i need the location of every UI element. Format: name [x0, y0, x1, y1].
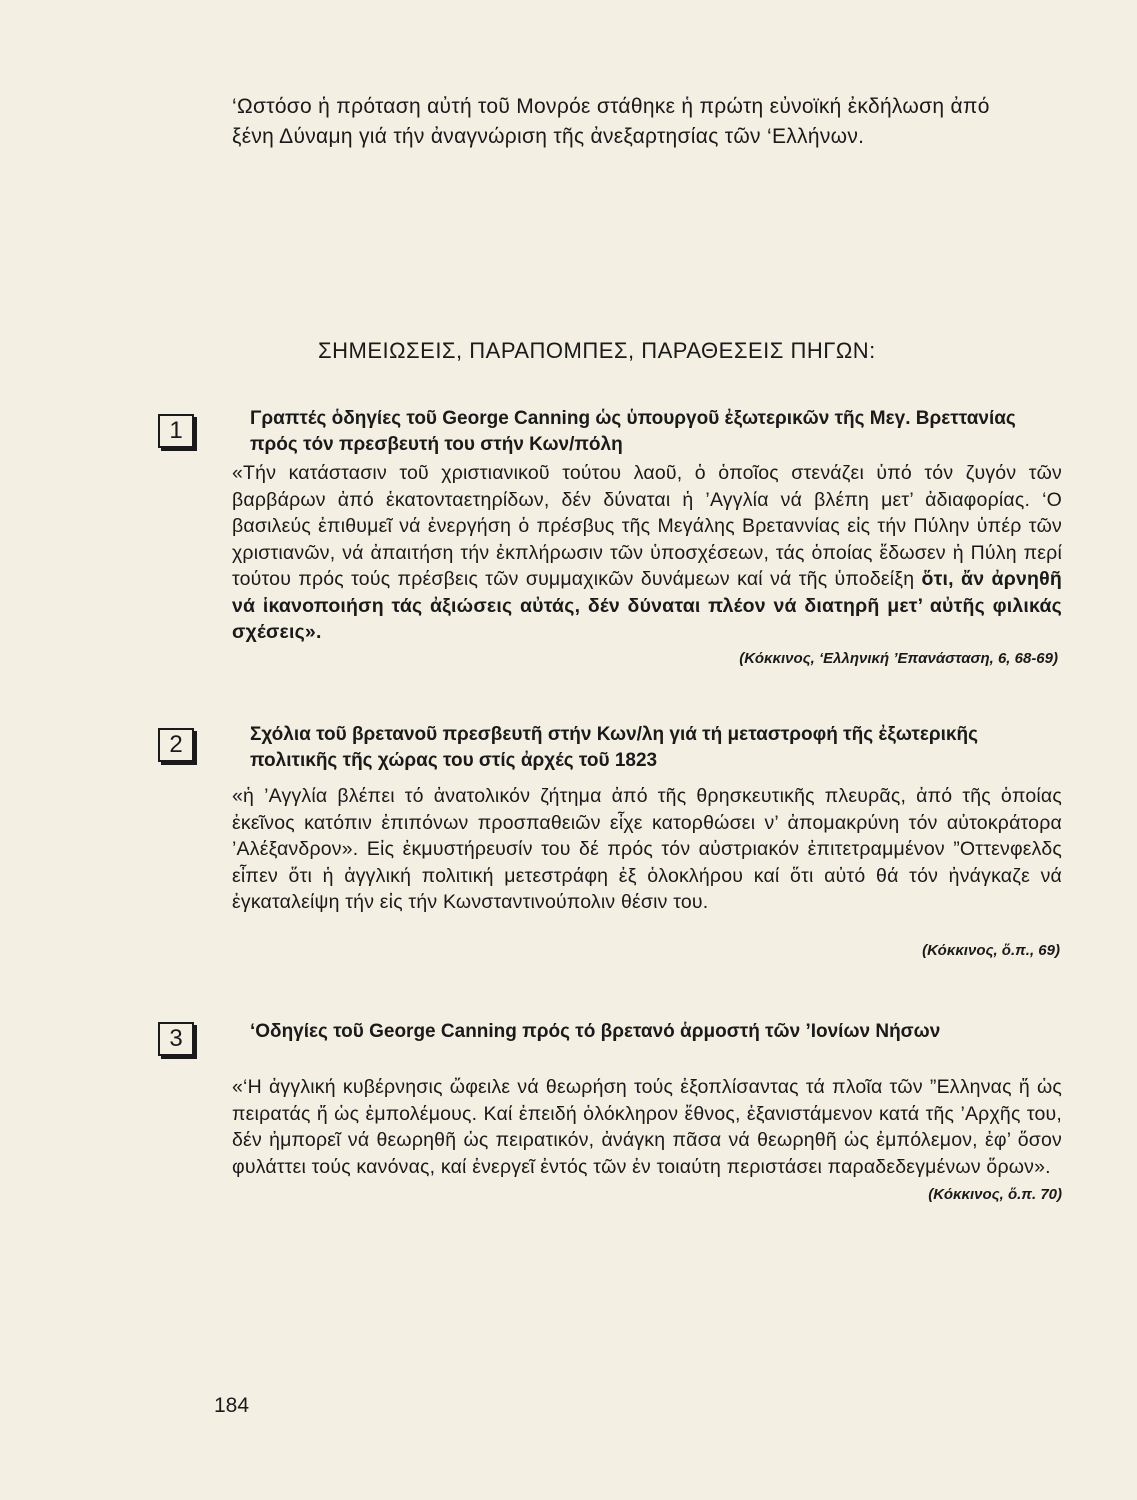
note-body [232, 783, 1062, 916]
note-body-emphasis: ὅτι, ἄν ἀρνηθῆ νά ἱκανοποιήση τάς ἀξιώσεις αὐτάς, δέν δύναται πλέον νά διατηρῆ μετ’ αὐτῆς φιλικάς σχέσεις». [232, 568, 1062, 643]
note-title: ‘Οδηγίες τοῦ George Canning πρός τό βρετανό ἁρμοστή τῶν ’Ιονίων Νήσων [250, 1021, 941, 1042]
note-body [232, 460, 1062, 646]
note-body-text: «‘Η ἀγγλική κυβέρνησις ὤφειλε νά θεωρήση τούς ἐξοπλίσαντας τά πλοῖα τῶν ”Ελληνας ἤ ὡς πειρατάς ἤ ὡς ἐμπολέμους. Καί ἐπειδή ὁλόκληρον ἔθνος, ἐξανιστάμενον κατά τῆς ’Αρχῆς του, δέν ἠμπορεῖ νά θεωρηθῆ ὡς πειρατικόν, ἀνάγκη πᾶσα νά θεωρηθῆ ὡς ἐμπόλεμον, ἐφ’ ὅσον φυλάττει τούς κανόνας, καί ἐνεργεῖ ἐντός τῶν ἐν τοιαύτη περιστάσει παραδεδεγμένων ὅρων». [232, 1076, 1062, 1178]
note-citation: (Κόκκινος, ὅ.π., 69) [922, 942, 1060, 959]
intro-paragraph: ‘Ωστόσο ἡ πρόταση αὐτή τοῦ Μονρόε στάθηκε ἡ πρώτη εὐνοϊκή ἐκδήλωση ἀπό ξένη Δύναμη γιά τήν ἀναγνώριση τῆς ἀνεξαρτησίας τῶν ‘Ελλήνων. [232, 95, 990, 148]
note-title: Γραπτές ὁδηγίες τοῦ George Canning ὡς ὑπουργοῦ ἐξωτερικῶν τῆς Μεγ. Βρεττανίας πρός τόν πρεσβευτή του στήν Κων/πόλη [250, 408, 1016, 455]
note-number-box: 3 [158, 1022, 194, 1056]
note-number-box: 2 [158, 728, 194, 762]
note-body [232, 1074, 1062, 1180]
note-number-box: 1 [158, 414, 194, 448]
note-citation: (Κόκκινος, ‘Ελληνική ’Επανάσταση, 6, 68-69) [739, 650, 1058, 667]
page-number: 184 [214, 1394, 250, 1417]
note-body-text: «Τήν κατάστασιν τοῦ χριστιανικοῦ τούτου λαοῦ, ὁ ὁποῖος στενάζει ὑπό τόν ζυγόν τῶν βαρβάρων ἀπό ἑκατονταετηρίδων, δέν δύναται ἡ ’Αγγλία νά βλέπη μετ’ ἀδιαφορίας. ‘Ο βασιλεύς ἐπιθυμεῖ νά ἐνεργήση ὁ πρέσβυς τῆς Μεγάλης Βρεταννίας εἰς τήν Πύλην ὑπέρ τῶν χριστιανῶν, νά ἀπαιτήση τήν ἐκπλήρωσιν τῶν ὑποσχέσεων, τάς ὁποίας ἔδωσεν ἡ Πύλη περί τούτου πρός τούς πρέσβεις τῶν συμμαχικῶν δυνάμεων καί νά τῆς ὑποδείξη [232, 462, 1062, 590]
note-title: Σχόλια τοῦ βρετανοῦ πρεσβευτῆ στήν Κων/λη γιά τή μεταστροφή τῆς ἐξωτερικῆς πολιτικῆς τῆς χώρας του στίς ἀρχές τοῦ 1823 [250, 724, 978, 771]
note-body-text: «ἡ ’Αγγλία βλέπει τό ἀνατολικόν ζήτημα ἀπό τῆς θρησκευτικῆς πλευρᾶς, ἀπό τῆς ὁποίας ἐκεῖνος κατόπιν ἐπιπόνων προσπαθειῶν εἶχε κατορθώσει ν’ ἀπομακρύνη τόν αὐτοκράτορα ’Αλέξανδρον». Εἰς ἐκμυστήρευσίν του δέ πρός τόν αὐστριακόν ἐπιτετραμμένον ”Οττενφελδς εἶπεν ὅτι ἡ ἀγγλική πολιτική μετεστράφη ἐξ ὁλοκλήρου καί ὅτι αὐτό θά τόν ἠνάγκαζε νά ἐγκαταλείψη τήν εἰς τήν Κωνσταντινούπολιν θέσιν του. [232, 785, 1062, 913]
note-citation: (Κόκκινος, ὅ.π. 70) [928, 1186, 1062, 1203]
section-heading: ΣΗΜΕΙΩΣΕΙΣ, ΠΑΡΑΠΟΜΠΕΣ, ΠΑΡΑΘΕΣΕΙΣ ΠΗΓΩΝ: [318, 338, 876, 363]
